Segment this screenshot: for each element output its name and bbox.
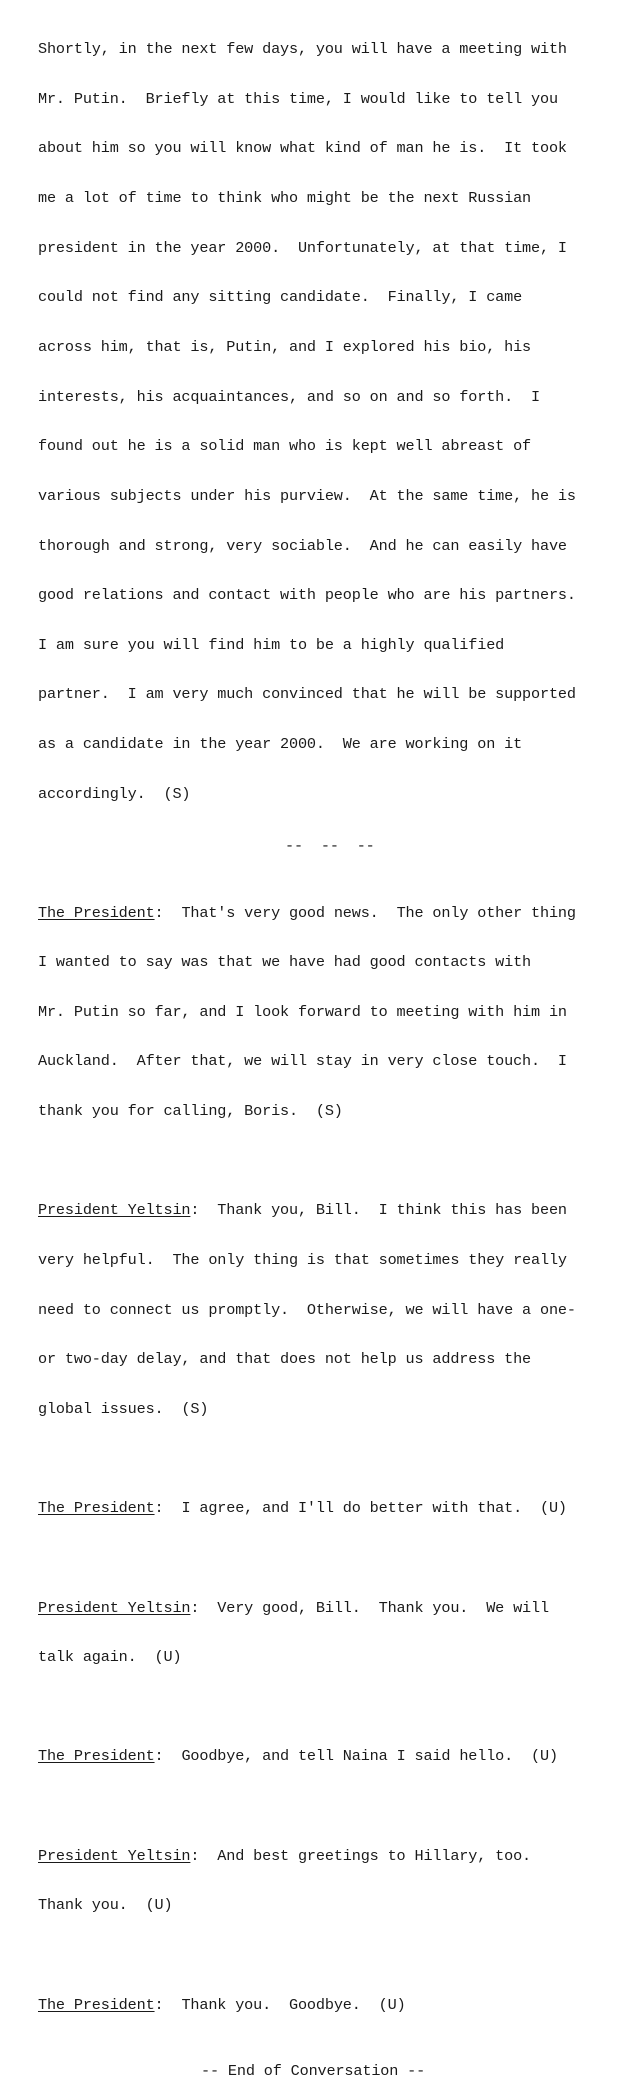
text-line: Mr. Putin. Briefly at this time, I would like to tell you (38, 89, 558, 108)
speech-text: : I agree, and I'll do better with that. (U) (154, 1499, 567, 1518)
text-line: global issues. (S) (38, 1399, 209, 1418)
speaker-name: President Yeltsin (38, 1846, 191, 1865)
text-line: Shortly, in the next few days, you will have a meeting with (38, 40, 567, 59)
exchange-president (38, 1467, 618, 1550)
speaker-name: The President (38, 903, 155, 922)
text-line: I am sure you will find him to be a highly qualified (38, 635, 505, 654)
text-line: need to connect us promptly. Otherwise, we will have a one- (38, 1300, 576, 1319)
exchange-yeltsin (38, 1815, 618, 1947)
speaker-name: The President (38, 1747, 155, 1766)
text-line: me a lot of time to think who might be the next Russian (38, 189, 532, 208)
exchange-president (38, 1715, 618, 1798)
text-line: partner. I am very much convinced that he will be supported (38, 685, 576, 704)
text-line: as a candidate in the year 2000. We are working on it (38, 735, 523, 754)
exchange-president (38, 1964, 618, 2047)
text-line: thank you for calling, Boris. (S) (38, 1102, 343, 1121)
text-line: found out he is a solid man who is kept well abreast of (38, 437, 532, 456)
text-line (38, 1848, 618, 1865)
end-of-conversation: -- End of Conversation -- (201, 2061, 426, 2080)
speaker-name: President Yeltsin (38, 1201, 191, 1220)
text-line (38, 1500, 618, 1517)
speech-text: : And best greetings to Hillary, too. (190, 1846, 532, 1865)
text-line: across him, that is, Putin, and I explored his bio, his (38, 337, 532, 356)
section-separator: -- -- -- (285, 837, 375, 856)
text-line: or two-day delay, and that does not help us address the (38, 1350, 532, 1369)
exchange-yeltsin (38, 1169, 618, 1450)
text-line (38, 905, 618, 922)
speech-text: : Thank you. Goodbye. (U) (154, 1995, 406, 2014)
text-line: about him so you will know what kind of man he is. It took (38, 139, 567, 158)
opening-paragraph (38, 8, 618, 835)
text-line: Thank you. (U) (38, 1896, 173, 1915)
text-line (38, 1600, 618, 1617)
speech-text: : That's very good news. The only other thing (154, 903, 576, 922)
speaker-name: President Yeltsin (38, 1598, 191, 1617)
text-line: Mr. Putin so far, and I look forward to meeting with him in (38, 1002, 567, 1021)
speaker-name: The President (38, 1499, 155, 1518)
text-line (38, 1202, 618, 1219)
text-line: talk again. (U) (38, 1648, 182, 1667)
speech-text: : Thank you, Bill. I think this has been (190, 1201, 567, 1220)
text-line (38, 1748, 618, 1765)
text-line: good relations and contact with people who are his partners. (38, 586, 576, 605)
text-line: I wanted to say was that we have had good contacts with (38, 953, 532, 972)
text-line: could not find any sitting candidate. Finally, I came (38, 288, 523, 307)
text-line: president in the year 2000. Unfortunately, at that time, I (38, 238, 567, 257)
exchange-president (38, 871, 618, 1152)
speech-text: : Very good, Bill. Thank you. We will (190, 1598, 549, 1617)
text-line: very helpful. The only thing is that sometimes they really (38, 1251, 567, 1270)
text-line (38, 1997, 618, 2014)
text-line: accordingly. (S) (38, 784, 191, 803)
text-line: interests, his acquaintances, and so on and so forth. I (38, 387, 540, 406)
speaker-name: The President (38, 1995, 155, 2014)
exchange-yeltsin (38, 1566, 618, 1698)
text-line: thorough and strong, very sociable. And he can easily have (38, 536, 567, 555)
text-line: various subjects under his purview. At the same time, he is (38, 486, 576, 505)
memo-page (38, 8, 618, 2079)
speech-text: : Goodbye, and tell Naina I said hello. (U) (154, 1747, 558, 1766)
text-line: Auckland. After that, we will stay in very close touch. I (38, 1052, 567, 1071)
